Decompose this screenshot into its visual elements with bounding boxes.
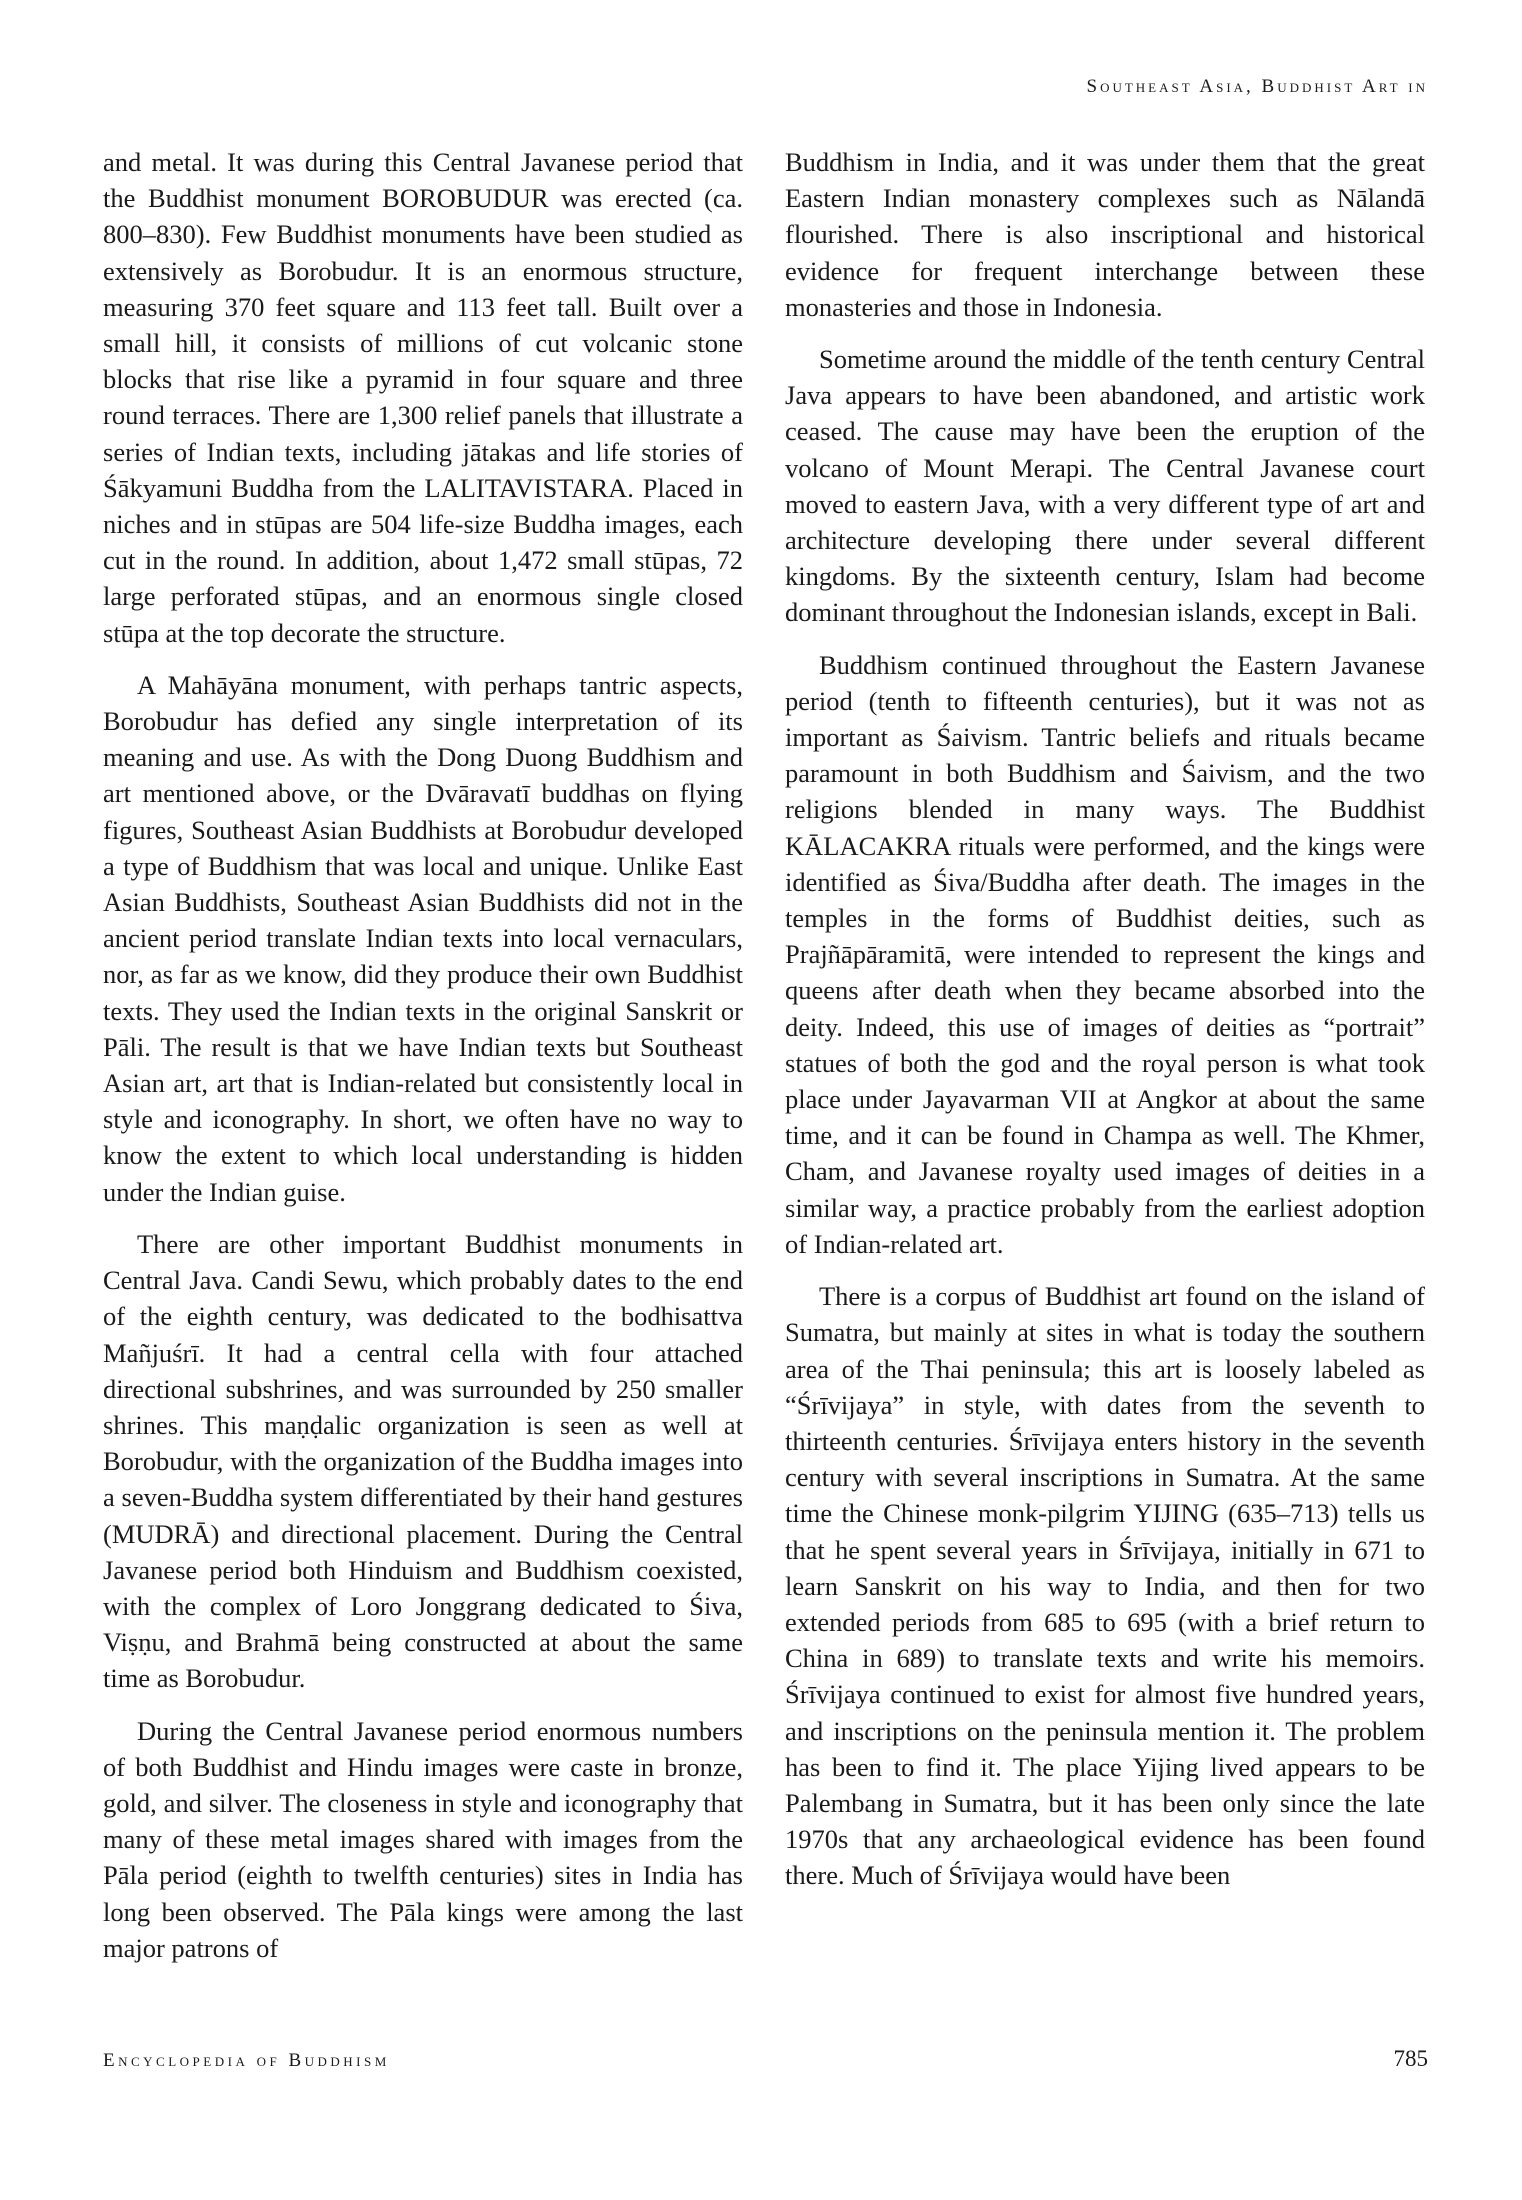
paragraph: Sometime around the middle of the tenth century Central Java appears to have been abandoned, and artistic work ceased. The cause may have been the eruption of the volcano of Mount Merapi. The Central Javanese court moved to eastern Java, with a very different type of art and architecture developing there under several different kingdoms. By the sixteenth century, Islam had become dominant throughout the Indonesian islands, except in Bali.	[785, 344, 1425, 628]
paragraph: There are other important Buddhist monuments in Central Java. Candi Sewu, which probably dates to the end of the eighth century, was dedicated to the bodhisattva Mañjuśrī. It had a central cella with four attached directional subshrines, and was surrounded by 250 smaller shrines. This maṇḍalic organization is seen as well at Borobudur, with the organization of the Buddha images into a seven-Buddha system differentiated by their hand gestures (MUDRĀ) and directional placement. During the Central Javanese period both Hinduism and Buddhism coexisted, with the complex of Loro Jonggrang dedicated to Śiva, Viṣṇu, and Brahmā being constructed at about the same time as Borobudur.	[103, 1228, 743, 1694]
right-column	[785, 144, 1425, 1910]
paragraph: A Mahāyāna monument, with perhaps tantric aspects, Borobudur has defied any single interpretation of its meaning and use. As with the Dong Duong Buddhism and art mentioned above, or the Dvāravatī buddhas on flying figures, Southeast Asian Buddhists at Borobudur developed a type of Buddhism that was local and unique. Unlike East Asian Buddhists, Southeast Asian Buddhists did not in the ancient period translate Indian texts into local vernaculars, nor, as far as we know, did they produce their own Buddhist texts. They used the Indian texts in the original Sanskrit or Pāli. The result is that we have Indian texts but Southeast Asian art, art that is Indian-related but consistently local in style and iconography. In short, we often have no way to know the extent to which local understanding is hidden under the Indian guise.	[103, 669, 743, 1207]
paragraph: and metal. It was during this Central Javanese period that the Buddhist monument BOROBUDUR was erected (ca. 800–830). Few Buddhist monuments have been studied as extensively as Borobudur. It is an enormous structure, measuring 370 feet square and 113 feet tall. Built over a small hill, it consists of millions of cut volcanic stone blocks that rise like a pyramid in four square and three round terraces. There are 1,300 relief panels that illustrate a series of Indian texts, including jātakas and life stories of Śākyamuni Buddha from the LALITAVISTARA. Placed in niches and in stūpas are 504 life-size Buddha images, each cut in the round. In addition, about 1,472 small stūpas, 72 large perforated stūpas, and an enormous single closed stūpa at the top decorate the structure.	[103, 147, 743, 648]
paragraph: Buddhism in India, and it was under them that the great Eastern Indian monastery complexes such as Nālandā flourished. There is also inscriptional and historical evidence for frequent interchange between these monasteries and those in Indonesia.	[785, 147, 1425, 322]
left-column	[103, 144, 743, 1982]
paragraph: There is a corpus of Buddhist art found on the island of Sumatra, but mainly at sites in what is today the southern area of the Thai peninsula; this art is loosely labeled as “Śrīvijaya” in style, with dates from the seventh to thirteenth centuries. Śrīvijaya enters history in the seventh century with several inscriptions in Sumatra. At the same time the Chinese monk-pilgrim YIJING (635–713) tells us that he spent several years in Śrīvijaya, initially in 671 to learn Sanskrit on his way to India, and then for two extended periods from 685 to 695 (with a brief return to China in 689) to translate texts and write his memoirs. Śrīvijaya continued to exist for almost five hundred years, and inscriptions on the peninsula mention it. The problem has been to find it. The place Yijing lived appears to be Palembang in Sumatra, but it has been only since the late 1970s that any archaeological evidence has been found there. Much of Śrīvijaya would have been	[785, 1281, 1425, 1891]
running-header: Southeast Asia, Buddhist Art in	[1086, 76, 1428, 97]
page-number: 785	[1393, 2046, 1428, 2071]
paragraph: Buddhism continued throughout the Eastern Javanese period (tenth to fifteenth centuries), but it was not as important as Śaivism. Tantric beliefs and rituals became paramount in both Buddhism and Śaivism, and the two religions blended in many ways. The Buddhist KĀLACAKRA rituals were performed, and the kings were identified as Śiva/Buddha after death. The images in the temples in the forms of Buddhist deities, such as Prajñāpāramitā, were intended to represent the kings and queens after death when they became absorbed into the deity. Indeed, this use of images of deities as “portrait” statues of both the god and the royal person is what took place under Jayavarman VII at Angkor at about the same time, and it can be found in Champa as well. The Khmer, Cham, and Javanese royalty used images of deities in a similar way, a practice probably from the earliest adoption of Indian-related art.	[785, 649, 1425, 1259]
footer-book-title: Encyclopedia of Buddhism	[103, 2050, 390, 2071]
paragraph: During the Central Javanese period enormous numbers of both Buddhist and Hindu images were caste in bronze, gold, and silver. The closeness in style and iconography that many of these metal images shared with images from the Pāla period (eighth to twelfth centuries) sites in India has long been observed. The Pāla kings were among the last major patrons of	[103, 1715, 743, 1963]
